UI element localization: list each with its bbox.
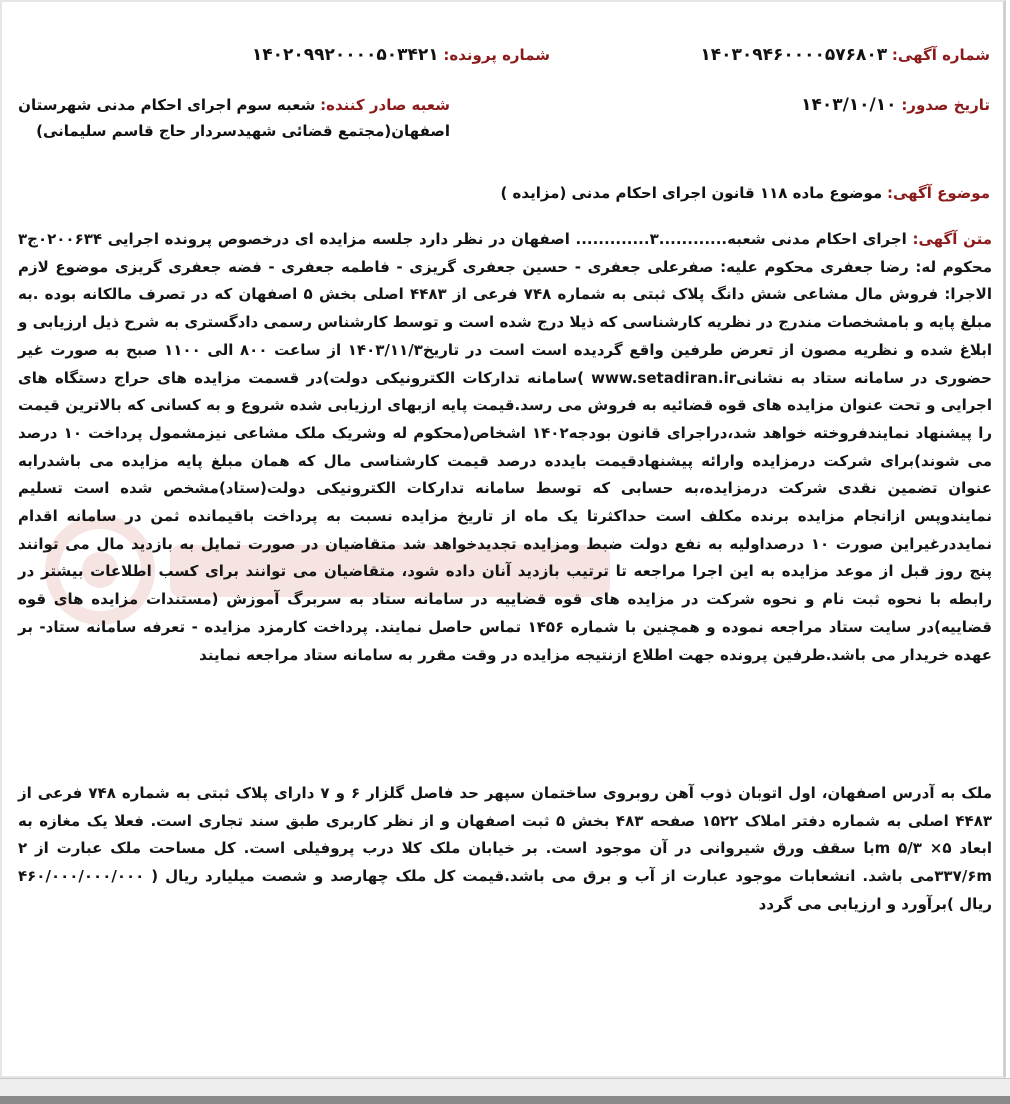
issuer-block <box>10 92 450 144</box>
issue-date-value: ۱۴۰۳/۱۰/۱۰ <box>801 95 897 115</box>
issue-date-row <box>801 92 990 118</box>
ad-number-row <box>700 42 990 68</box>
window-status-bar <box>0 1078 1010 1097</box>
case-number-value: ۱۴۰۲۰۹۹۲۰۰۰۰۵۰۳۴۲۱ <box>251 45 439 65</box>
subject-value: موضوع ماده ۱۱۸ قانون اجرای احکام مدنی (مزایده ) <box>500 184 883 202</box>
notice-body-label: متن آگهی: <box>912 230 992 248</box>
issue-date-label: تاریخ صدور: <box>901 96 990 114</box>
notice-body <box>18 226 992 669</box>
case-number-label: شماره پرونده: <box>443 46 550 64</box>
ad-number-label: شماره آگهی: <box>891 46 990 64</box>
issuer-value: شعبه سوم اجرای احکام مدنی شهرستان اصفهان(مجتمع قضائی شهیدسردار حاج قاسم سلیمانی) <box>18 96 450 140</box>
subject-label: موضوع آگهی: <box>886 184 990 202</box>
ad-number-value: ۱۴۰۳۰۹۴۶۰۰۰۰۵۷۶۸۰۳ <box>700 45 888 65</box>
case-number-row <box>252 42 550 68</box>
property-description: ملک به آدرس اصفهان، اول اتوبان ذوب آهن روبروی ساختمان سپهر حد فاصل گلزار ۶ و ۷ دارای پلاک ثبتی به شماره ۷۴۸ فرعی از ۴۴۸۳ اصلی به شماره دفتر املاک ۱۵۲۲ صفحه ۴۸۳ بخش ۵ ثبت اصفهان و از نظر کاربری طبق سند تجاری است. فعلا یک مغازه به ابعاد ۵× ۵/۳ mبا سقف ورق شیروانی در آن موجود است. بر خیابان ملک کلا درب پروفیلی است. کل مساحت ملک عبارت از ۲ ۳۳۷/۶mمی باشد. انشعابات موجود عبارت از آب و برق می باشد.قیمت کل ملک چهارصد و شصت میلیارد ریال ( ۴۶۰/۰۰۰/۰۰۰/۰۰۰ ریال )برآورد و ارزیابی می گردد <box>18 784 993 913</box>
window-bottom-edge <box>0 1096 1010 1104</box>
subject-row <box>500 180 990 206</box>
notice-body-text: اجرای احکام مدنی شعبه............۳............. اصفهان در نظر دارد جلسه مزایده ای درخصوص پرونده اجرایی ۰۲۰۰۶۳۴ج۳ محکوم له: رضا جعفری محکوم علیه: صفرعلی جعفری - حسین جعفری گریزی - فاطمه جعفری - فضه جعفری گریزی موضوع لازم الاجرا: فروش مال مشاعی شش دانگ پلاک ثبتی به شماره ۷۴۸ فرعی از ۴۴۸۳ اصلی بخش ۵ اصفهان که در تصرف مالکانه بوده .به مبلغ پایه و بامشخصات مندرج در نظریه کارشناسی که ذیلا درج شده است و توسط کارشناس رسمی دادگستری به شرح ذیل ارزیابی و ابلاغ شده و نظریه مصون از تعرض طرفین واقع گردیده است است در تاریخ۱۴۰۳/۱۱/۳ از ساعت ۸۰۰ الی ۱۱۰۰ صبح به صورت غیر حضوری در سامانه ستاد به نشانیwww.setadiran.ir )سامانه تدارکات الکترونیکی دولت)در قسمت مزایده های حراج دستگاه های اجرایی و تحت عنوان مزایده های قوه قضائیه به فروش می رسد.قیمت پایه ازبهای ارزیابی شده شروع و به کسانی که بالاترین قیمت را پیشنهاد نمایندفروخته خواهد شد،دراجرای قانون بودجه۱۴۰۲ اشخاص(محکوم له وشریک ملک مشاعی نیزمشمول پرداخت ۱۰ درصد می شوند)برای شرکت درمزایده وارائه پیشنهادقیمت بایدده درصد قیمت کارشناسی مال که همان مبلغ پایه مزایده می باشدرابه عنوان تضمین نقدی شرکت درمزایده،به حسابی که توسط سامانه تدارکات الکترونیکی دولت(ستاد)مشخص شده است تسلیم نمایندوپس ازانجام مزایده برنده مکلف است حداکثرتا یک ماه از تاریخ مزایده نسبت به پرداخت باقیمانده ثمن در سامانه اقدام نمایددرغیراین صورت ۱۰ درصداولیه به نفع دولت ضبط ومزایده تجدیدخواهد شد متقاضیان در صورت تمایل به بازدید مال می توانند پنج روز قبل از موعد مزایده به این اجرا مراجعه تا ترتیب بازدید آنان داده شود، متقاضیان می توانند برای کسب اطلاعات بیشتر در رابطه با نحوه ثبت نام و نحوه شرکت در مزایده های قوه قضاییه در سامانه ستاد به سربرگ آموزش (مستندات مزایده های قوه قضاییه)در سایت ستاد مراجعه نموده و همچنین با شماره ۱۴۵۶ تماس حاصل نمایند. پرداخت کارمزد مزایده - تعرفه سامانه ستاد- بر عهده خریدار می باشد.طرفین پرونده جهت اطلاع ازنتیجه مزایده در وقت مقرر به سامانه ستاد مراجعه نمایند <box>18 230 993 664</box>
issuer-label: شعبه صادر کننده: <box>320 96 450 114</box>
